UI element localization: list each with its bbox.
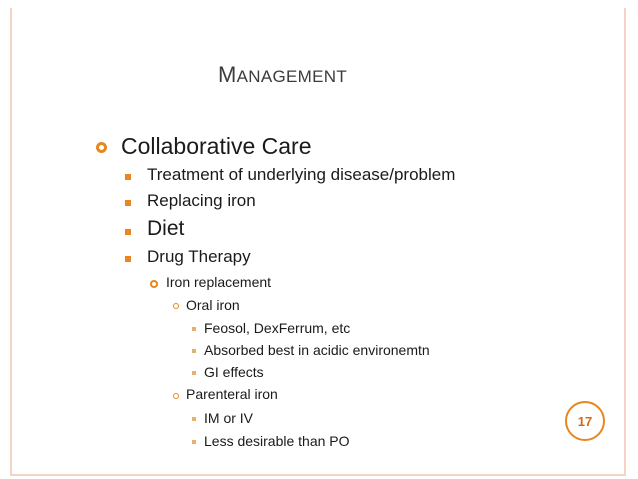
dot-bullet-icon <box>192 440 196 444</box>
square-bullet-icon <box>125 200 131 206</box>
square-bullet-icon <box>125 229 131 235</box>
bullet-im-or-iv: IM or IV <box>204 410 254 426</box>
ring-bullet-icon <box>150 280 158 288</box>
bullet-diet: Diet <box>147 217 185 240</box>
bullet-less-desirable: Less desirable than PO <box>204 433 350 449</box>
square-bullet-icon <box>125 256 131 262</box>
bullet-oral-iron: Oral iron <box>186 297 240 313</box>
bullet-iron-replacement: Iron replacement <box>166 274 272 290</box>
title-rest: ANAGEMENT <box>236 67 348 86</box>
bullet-parenteral-iron: Parenteral iron <box>186 386 278 402</box>
bullet-treatment: Treatment of underlying disease/problem <box>147 165 456 184</box>
bullet-feosol: Feosol, DexFerrum, etc <box>204 320 351 336</box>
title-initial: M <box>218 62 237 87</box>
square-bullet-icon <box>125 174 131 180</box>
bullet-collaborative-care: Collaborative Care <box>121 133 312 159</box>
dot-bullet-icon <box>192 417 196 421</box>
dot-bullet-icon <box>192 349 196 353</box>
dot-bullet-icon <box>192 371 196 375</box>
bullet-replacing-iron: Replacing iron <box>147 191 256 210</box>
page-number-badge <box>565 401 605 441</box>
bullet-gi-effects: GI effects <box>204 364 264 380</box>
slide-title <box>218 62 347 88</box>
circle-bullet-icon <box>173 303 179 309</box>
slide-frame-bottom <box>10 474 626 476</box>
dot-bullet-icon <box>192 327 196 331</box>
ring-bullet-icon <box>96 142 107 153</box>
circle-bullet-icon <box>173 393 179 399</box>
bullet-absorbed: Absorbed best in acidic environemtn <box>204 342 430 358</box>
page-number: 17 <box>577 413 593 429</box>
bullet-drug-therapy: Drug Therapy <box>147 247 251 266</box>
